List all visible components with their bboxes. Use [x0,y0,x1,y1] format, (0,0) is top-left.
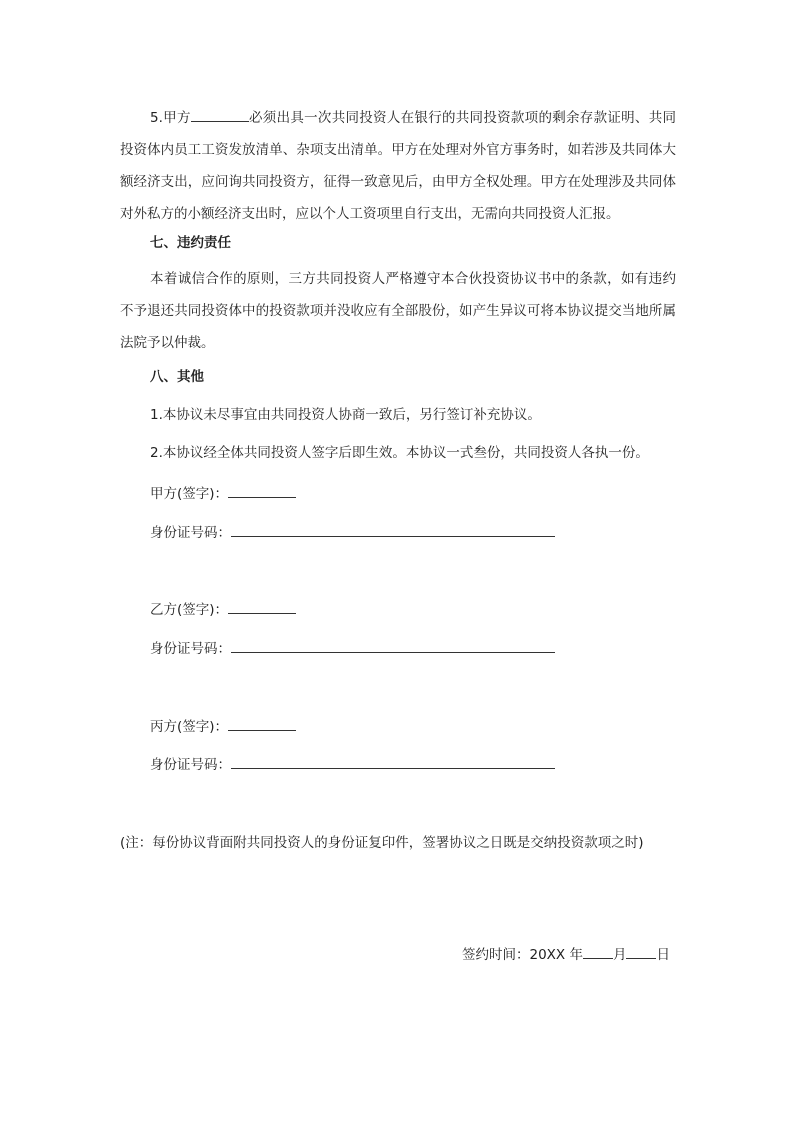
party-a-id-blank [231,522,555,537]
party-a-label: 甲方(签字)： [150,486,229,502]
day-label: 日 [656,947,670,963]
footnote: (注：每份协议背面附共同投资人的身份证复印件，签署协议之日既是交纳投资款项之时) [120,835,644,851]
party-c-signature-blank [228,716,296,731]
party-a-signature-blank [228,483,296,498]
signing-date-label: 签约时间：20XX 年 [462,947,583,963]
section-7-heading: 七、违约责任 [150,235,231,251]
party-b-id-line [150,637,555,661]
month-blank [583,944,613,959]
month-label: 月 [612,947,627,963]
clause-5-paragraph [120,102,676,230]
signing-date-line [462,943,670,967]
party-c-id-blank [231,754,555,769]
party-a-id-label: 身份证号码： [150,525,231,541]
party-b-id-blank [231,638,555,653]
clause-5-text: 必须出具一次共同投资人在银行的共同投资款项的剩余存款证明、共同投资体内员工工资发放清单、杂项支出清单。甲方在处理对外官方事务时，如若涉及共同体大额经济支出，应问询共同投资方，征得一致意见后，由甲方全权处理。甲方在处理涉及共同体对外私方的小额经济支出时，应以个人工资项里自行支出，无需向共同投资人汇报。 [120,110,676,222]
party-b-label: 乙方(签字)： [150,602,229,618]
day-blank [626,944,656,959]
party-c-id-line [150,753,555,777]
clause-5-prefix: 5.甲方 [150,110,191,126]
section-8-item-1: 1.本协议未尽事宜由共同投资人协商一致后，另行签订补充协议。 [150,407,541,423]
section-7-body: 本着诚信合作的原则，三方共同投资人严格遵守本合伙投资协议书中的条款，如有违约不予退还共同投资体中的投资款项并没收应有全部股份，如产生异议可将本协议提交当地所属法院予以仲裁。 [120,271,676,351]
party-a-id-line [150,521,555,545]
party-c-signature-line [150,715,296,739]
party-c-label: 丙方(签字)： [150,719,229,735]
party-a-signature-line [150,482,296,506]
section-8-heading: 八、其他 [150,369,204,385]
party-b-signature-line [150,598,296,622]
party-b-id-label: 身份证号码： [150,641,231,657]
party-a-name-blank [191,107,249,122]
section-8-item-2: 2.本协议经全体共同投资人签字后即生效。本协议一式叁份，共同投资人各执一份。 [150,445,649,461]
party-b-signature-blank [228,599,296,614]
party-c-id-label: 身份证号码： [150,757,231,773]
